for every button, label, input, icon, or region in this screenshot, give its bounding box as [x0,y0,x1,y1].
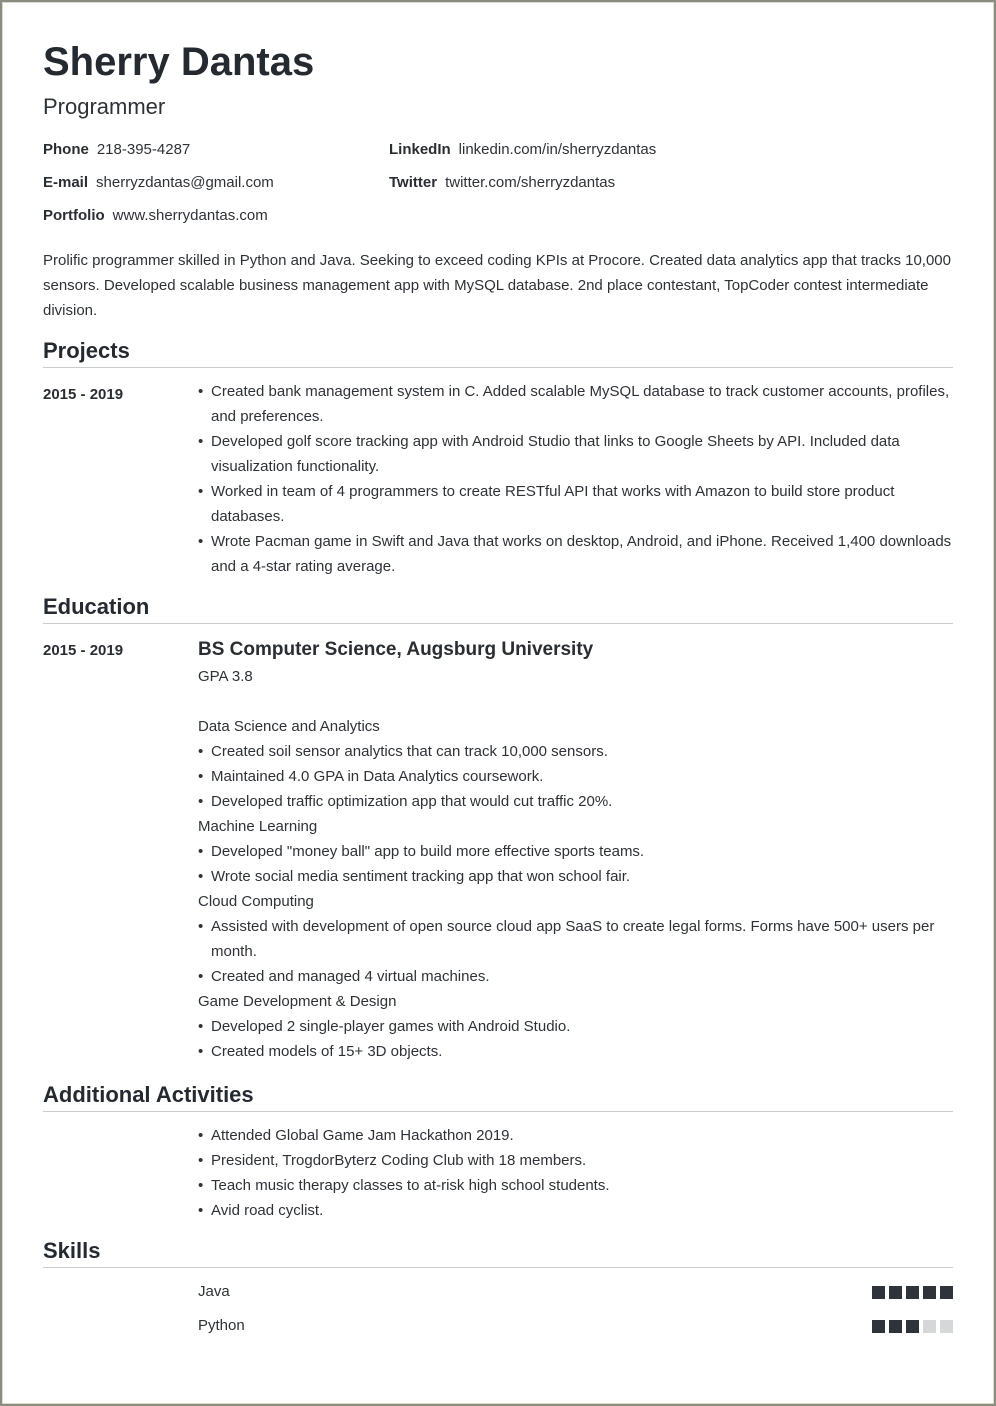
list-item: • Developed "money ball" app to build more effective sports teams. [198,839,953,864]
education-date: 2015 - 2019 [43,642,124,659]
list-item: • Worked in team of 4 programmers to create RESTful API that works with Amazon to build store product databases. [198,479,953,529]
section-title-skills: Skills [43,1238,953,1268]
contact-portfolio-label: Portfolio [43,207,105,224]
summary: Prolific programmer skilled in Python and Java. Seeking to exceed coding KPIs at Procore. Created data analytics app that tracks 10,000 sensors. Developed scalable business management app with MySQL database. 2nd place contestant, TopCoder contest intermediate division. [43,252,951,319]
projects-list [198,379,953,579]
skill-rating-python [872,1320,953,1333]
skill-level-filled [906,1320,919,1333]
contact-portfolio [43,207,268,224]
activities-list [198,1123,953,1223]
education-details [198,636,953,1064]
course-group-heading: Game Development & Design [198,993,397,1010]
skill-level-filled [872,1286,885,1299]
skill-level-filled [940,1286,953,1299]
course-group-heading: Cloud Computing [198,893,314,910]
contact-email [43,174,274,191]
contact-linkedin [389,141,656,158]
contact-portfolio-value[interactable]: www.sherrydantas.com [112,207,268,224]
list-item: • Created models of 15+ 3D objects. [198,1039,953,1064]
list-item: • Created soil sensor analytics that can track 10,000 sensors. [198,739,953,764]
section-title-activities: Additional Activities [43,1082,953,1112]
contact-twitter-label: Twitter [389,174,438,191]
list-item: • Maintained 4.0 GPA in Data Analytics coursework. [198,764,953,789]
skill-level-filled [872,1320,885,1333]
list-item: • Developed traffic optimization app that would cut traffic 20%. [198,789,953,814]
list-item: • Developed 2 single-player games with Android Studio. [198,1014,953,1039]
list-item: • Teach music therapy classes to at-risk high school students. [198,1173,953,1198]
skill-level-filled [923,1286,936,1299]
contact-email-label: E-mail [43,174,89,191]
course-group-heading: Machine Learning [198,818,318,835]
list-item: • Wrote social media sentiment tracking app that won school fair. [198,864,953,889]
projects-date: 2015 - 2019 [43,386,124,403]
skill-rating-java [872,1286,953,1299]
list-item: • Developed golf score tracking app with Android Studio that links to Google Sheets by API. Included data visualization functionality. [198,429,953,479]
skill-name-python: Python [198,1317,245,1334]
skill-level-empty [940,1320,953,1333]
list-item: • Attended Global Game Jam Hackathon 2019. [198,1123,953,1148]
list-item: • President, TrogdorByterz Coding Club with 18 members. [198,1148,953,1173]
skill-level-filled [889,1320,902,1333]
contact-email-value[interactable]: sherryzdantas@gmail.com [96,174,274,191]
section-title-projects: Projects [43,338,953,368]
skill-level-empty [923,1320,936,1333]
degree-title: BS Computer Science, Augsburg University [198,639,594,660]
list-item: • Created bank management system in C. Added scalable MySQL database to track customer accounts, profiles, and preferences. [198,379,953,429]
contact-phone-value[interactable]: 218-395-4287 [96,141,191,158]
list-item: • Wrote Pacman game in Swift and Java that works on desktop, Android, and iPhone. Received 1,400 downloads and a 4-star rating average. [198,529,953,579]
course-group-heading: Data Science and Analytics [198,718,380,735]
skill-level-filled [906,1286,919,1299]
skill-name-java: Java [198,1283,230,1300]
contact-twitter [389,174,615,191]
candidate-role: Programmer [43,94,166,119]
list-item: • Created and managed 4 virtual machines. [198,964,953,989]
contact-linkedin-label: LinkedIn [389,141,451,158]
contact-phone-label: Phone [43,141,89,158]
skill-level-filled [889,1286,902,1299]
contact-linkedin-value[interactable]: linkedin.com/in/sherryzdantas [458,141,657,158]
list-item: • Avid road cyclist. [198,1198,953,1223]
section-title-education: Education [43,594,953,624]
contact-twitter-value[interactable]: twitter.com/sherryzdantas [445,174,616,191]
contact-phone [43,141,190,158]
list-item: • Assisted with development of open source cloud app SaaS to create legal forms. Forms have 500+ users per month. [198,914,953,964]
gpa: GPA 3.8 [198,668,253,685]
candidate-name: Sherry Dantas [43,40,315,84]
